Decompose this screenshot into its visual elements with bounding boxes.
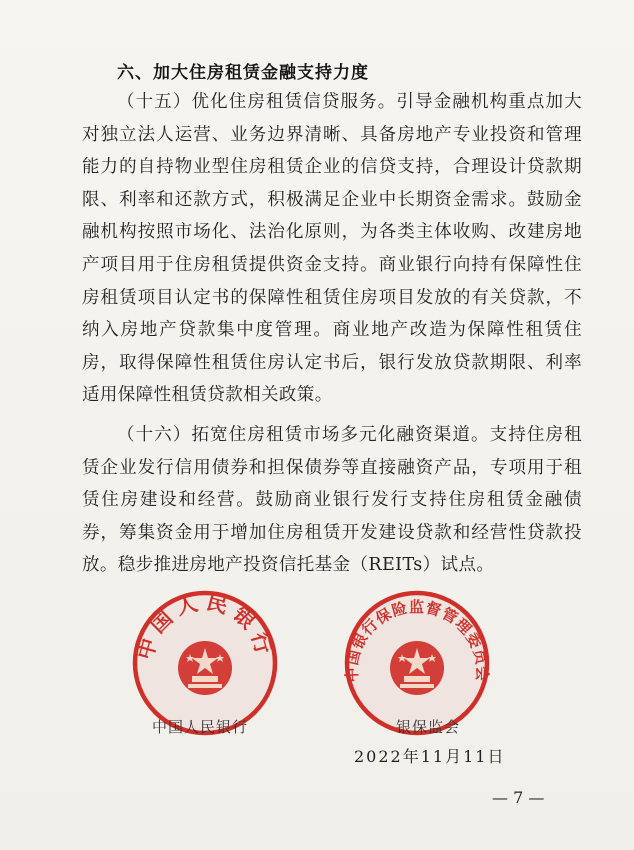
seal-text-pboc: 中国人民银行 bbox=[132, 589, 278, 663]
signature-pboc: 中国人民银行 bbox=[152, 718, 249, 736]
paragraph-15: （十五）优化住房租赁信贷服务。引导金融机构重点加大对独立法人运营、业务边界清晰、具备房地产专业投资和管理能力的自持物业型住房租赁企业的信贷支持，合理设计贷款期限、利率和还款方式，积极满足企业中长期资金需求。鼓励金融机构按照市场化、法治化原则，为各类主体收购、改建房地产项目用于住房租赁提供资金支持。商业银行向持有保障性住房租赁项目认定书的保障性租赁住房项目发放的有关贷款，不纳入房地产贷款集中度管理。商业地产改造为保障性租赁住房，取得保障性租赁住房认定书后，银行发放贷款期限、利率适用保障性租赁贷款相关政策。 bbox=[82, 92, 582, 406]
section-heading: 六、加大住房租赁金融支持力度 bbox=[117, 63, 369, 83]
paragraph-16: （十六）拓宽住房租赁市场多元化融资渠道。支持住房租赁企业发行信用债券和担保债券等直接融资产品，专项用于租赁住房建设和经营。鼓励商业银行发行支持住房租赁金融债券，筹集资金用于增加住房租赁开发建设贷款和经营性贷款投放。稳步推进房地产投资信托基金（REITs）试点。 bbox=[82, 425, 582, 576]
page-number: — 7 — bbox=[492, 788, 545, 807]
issue-date: 2022年11月11日 bbox=[354, 747, 506, 766]
seal-text-cbirc: 中国银行保险监督管理委员会 bbox=[342, 598, 492, 683]
signature-cbirc: 银保监会 bbox=[396, 718, 461, 736]
